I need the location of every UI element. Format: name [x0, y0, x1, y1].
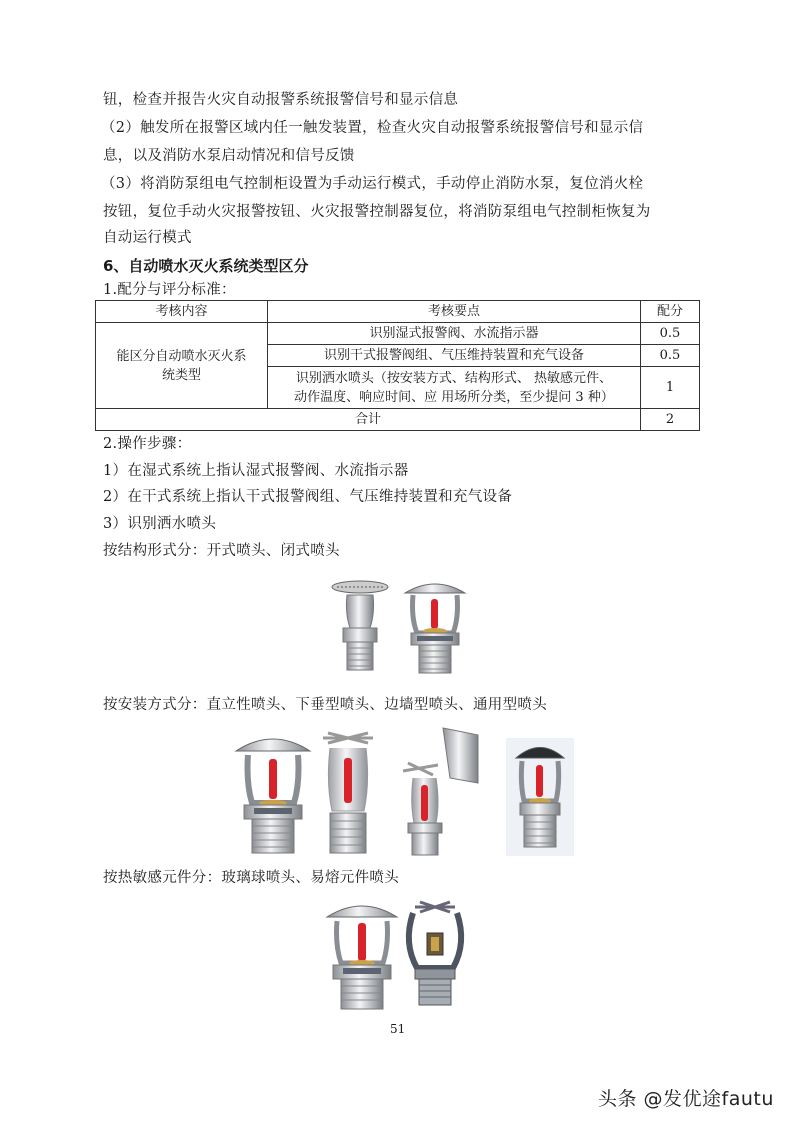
conventional-sprinkler-icon [506, 738, 574, 856]
paragraph-line: （2）触发所在报警区域内任一触发装置，检查火灾自动报警系统报警信号和显示信 [101, 120, 644, 136]
element-sprinkler-figure [325, 893, 475, 1013]
classification-install: 按安装方式分：直立性喷头、下垂型喷头、边墙型喷头、通用型喷头 [103, 697, 547, 713]
paragraph-line: 钮，检查并报告火灾自动报警系统报警信号和显示信息 [103, 92, 459, 108]
table-header-cell: 考核要点 [268, 301, 641, 323]
pendent-sprinkler-icon [323, 733, 373, 853]
glass-bulb-sprinkler-icon [327, 906, 397, 1009]
table-header-cell: 配分 [641, 301, 700, 323]
paragraph-line: 自动运行模式 [103, 230, 192, 246]
table-header-cell: 考核内容 [96, 301, 268, 323]
table-header-row [96, 301, 700, 323]
table-row [96, 323, 700, 345]
table-total-score: 2 [641, 409, 700, 431]
step-item: 2）在干式系统上指认干式报警阀组、气压维持装置和充气设备 [103, 489, 513, 505]
table-content-cell [96, 323, 268, 409]
section-title: 6、自动喷水灭火系统类型区分 [103, 257, 309, 275]
sidewall-sprinkler-icon [403, 728, 478, 855]
structure-sprinkler-figure [325, 573, 475, 678]
table-point-cell [268, 367, 641, 409]
scoring-label: 1.配分与评分标准： [103, 282, 236, 298]
table-point-cell: 识别湿式报警阀、水流指示器 [268, 323, 641, 345]
classification-structure: 按结构形式分：开式喷头、闭式喷头 [103, 543, 340, 559]
scoring-table [95, 300, 700, 431]
table-score-cell: 1 [641, 367, 700, 409]
page-number: 51 [390, 1022, 406, 1036]
point-line: 动作温度、响应时间、应 用场所分类，至少提问 3 种） [294, 389, 614, 405]
classification-element: 按热敏感元件分：玻璃球喷头、易熔元件喷头 [103, 870, 399, 886]
upright-sprinkler-icon [236, 739, 310, 853]
paragraph-line: 息，以及消防水泵启动情况和信号反馈 [103, 148, 355, 164]
table-point-cell: 识别干式报警阀组、气压维持装置和充气设备 [268, 345, 641, 367]
step-item: 1）在湿式系统上指认湿式报警阀、水流指示器 [103, 463, 409, 479]
table-score-cell: 0.5 [641, 323, 700, 345]
watermark: 头条 @发优途fautu [598, 1088, 774, 1110]
fusible-link-sprinkler-icon [409, 902, 461, 1005]
point-line: 识别洒水喷头（按安装方式、结构形式、 热敏感元件、 [295, 370, 613, 386]
install-sprinkler-figure [228, 723, 578, 858]
paragraph-line: （3）将消防泵组电气控制柜设置为手动运行模式，手动停止消防水泵，复位消火栓 [101, 176, 644, 192]
table-score-cell: 0.5 [641, 345, 700, 367]
table-total-row [96, 409, 700, 431]
paragraph-line: 按钮，复位手动火灾报警按钮、火灾报警控制器复位，将消防泵组电气控制柜恢复为 [103, 204, 651, 220]
steps-label: 2.操作步骤： [103, 436, 192, 452]
table-total-label: 合计 [96, 409, 641, 431]
content-line: 统类型 [161, 367, 201, 383]
open-sprinkler-icon [332, 581, 388, 670]
step-item: 3）识别洒水喷头 [103, 516, 217, 532]
content-line: 能区分自动喷水灭火系 [116, 348, 247, 364]
closed-sprinkler-icon [405, 584, 465, 673]
